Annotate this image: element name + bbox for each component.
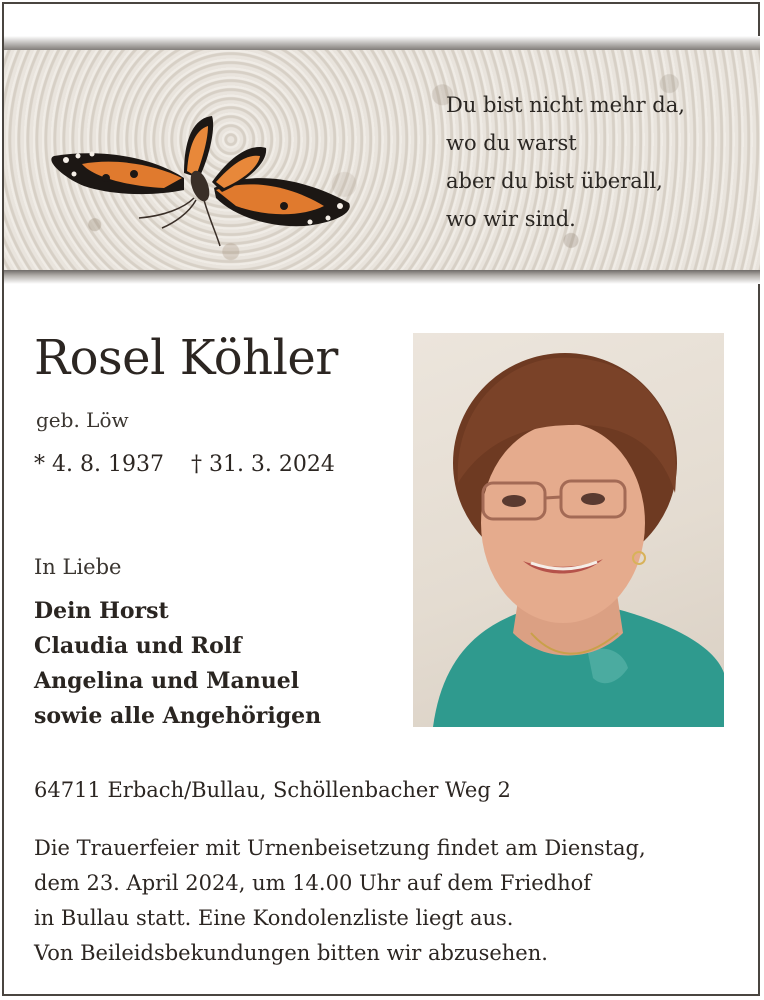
quote-line: wo du warst [446, 131, 577, 155]
funeral-notice [34, 831, 646, 971]
mourner-name: sowie alle Angehörigen [34, 703, 322, 729]
quote-line: Du bist nicht mehr da, [446, 93, 685, 117]
birth-name: geb. Löw [36, 408, 129, 432]
quote-line: aber du bist überall, [446, 169, 663, 193]
deceased-name: Rosel Köhler [34, 330, 338, 386]
notice-line: Von Beileidsbekundungen bitten wir abzusehen. [34, 941, 548, 965]
notice-line: dem 23. April 2024, um 14.00 Uhr auf dem Friedhof [34, 871, 592, 895]
mourner-name: Dein Horst [34, 598, 169, 624]
life-dates [34, 452, 355, 477]
butterfly-icon [44, 78, 364, 248]
banner-bottom-shadow [4, 270, 760, 284]
mourners-intro: In Liebe [34, 555, 122, 579]
mourner-name: Angelina und Manuel [34, 668, 300, 694]
mourners-list [34, 594, 321, 734]
butterfly-banner-image [4, 50, 760, 274]
quote-line: wo wir sind. [446, 207, 576, 231]
notice-line: Die Trauerfeier mit Urnenbeisetzung findet am Dienstag, [34, 836, 646, 860]
death-date: † 31. 3. 2024 [190, 452, 335, 477]
notice-line: in Bullau statt. Eine Kondolenzliste liegt aus. [34, 906, 514, 930]
memorial-quote [446, 86, 685, 238]
address: 64711 Erbach/Bullau, Schöllenbacher Weg 2 [34, 778, 511, 802]
mourner-name: Claudia und Rolf [34, 633, 242, 659]
birth-date: * 4. 8. 1937 [34, 452, 164, 477]
portrait-illustration [413, 333, 724, 727]
portrait-photo [413, 333, 724, 727]
